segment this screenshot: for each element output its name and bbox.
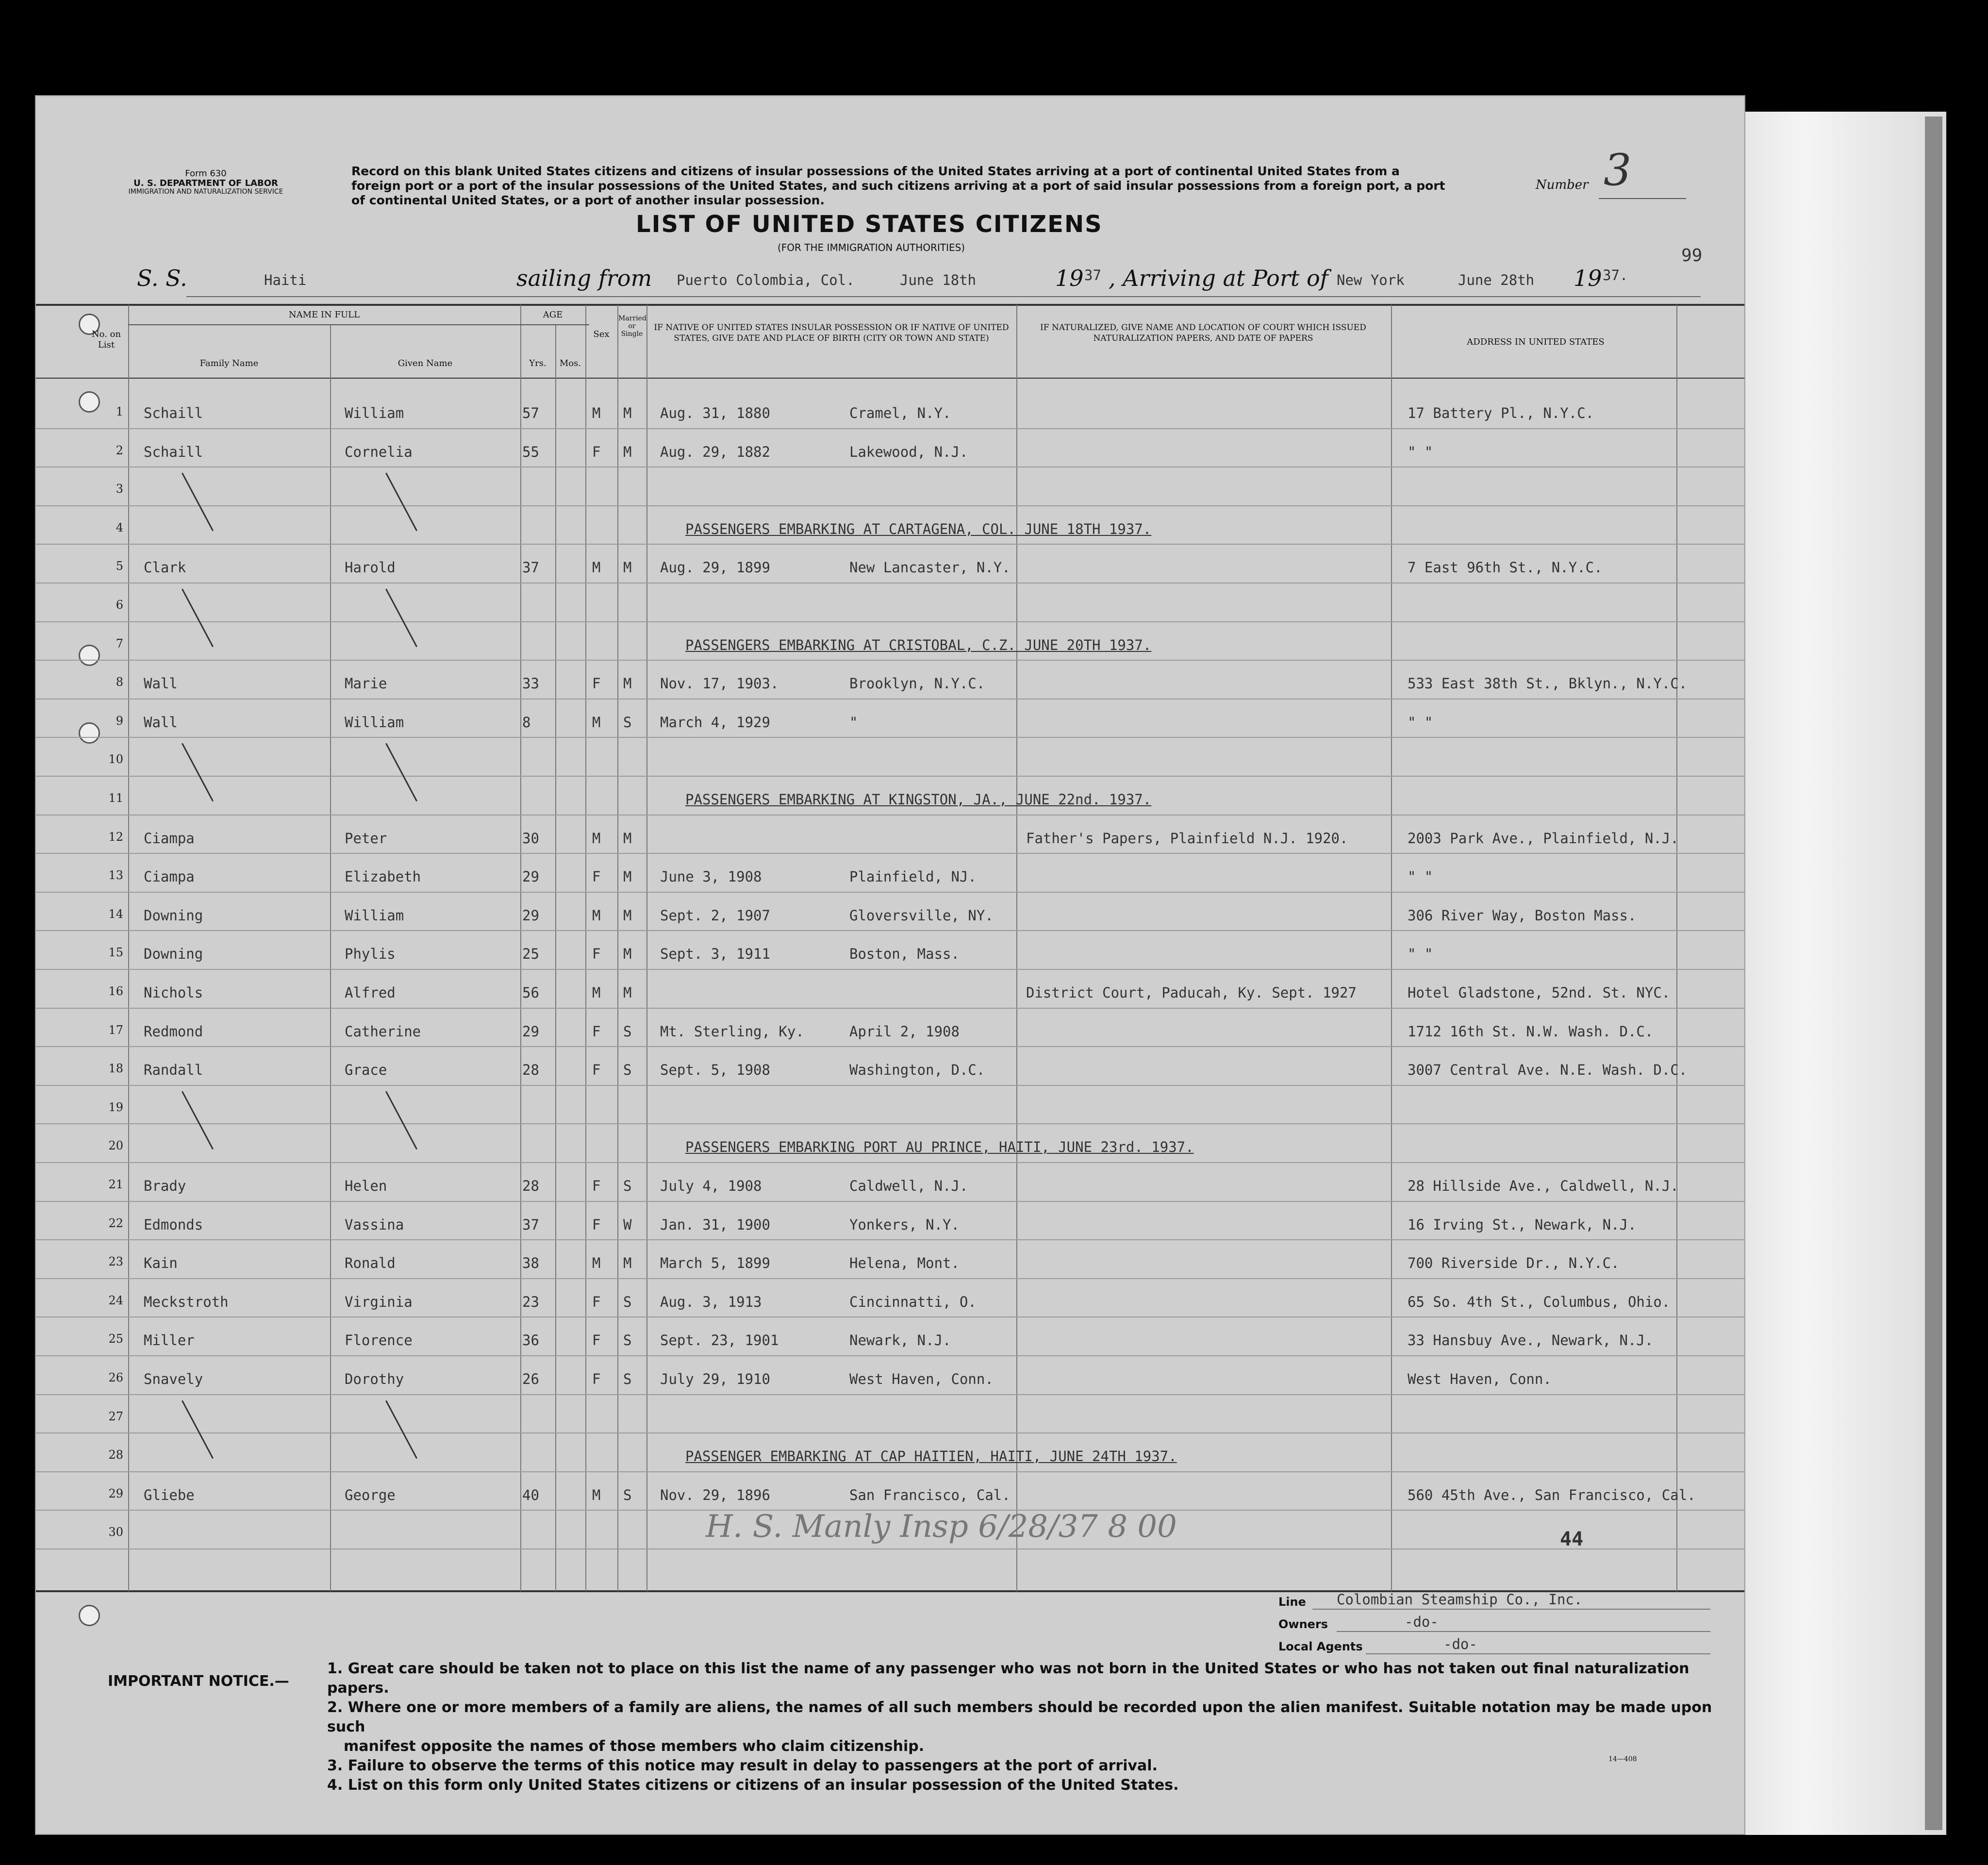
- cell-bdate: July 29, 1910: [660, 1371, 770, 1387]
- cell-family: Kain: [144, 1255, 178, 1272]
- row-rule: [36, 660, 1744, 661]
- cell-ms: M: [623, 868, 632, 885]
- department-name: U. S. DEPARTMENT OF LABOR: [133, 178, 278, 188]
- header-address: ADDRESS IN UNITED STATES: [1467, 337, 1605, 347]
- arrival-port: New York: [1337, 272, 1405, 288]
- header-yrs: Yrs.: [529, 358, 547, 368]
- cell-given: Alfred: [345, 984, 396, 1001]
- cell-ms: M: [623, 675, 632, 692]
- cell-ms: S: [623, 1293, 632, 1310]
- cell-bplace: San Francisco, Cal.: [849, 1486, 1011, 1503]
- cell-family: Snavely: [144, 1371, 203, 1387]
- cell-family: Wall: [144, 675, 178, 692]
- owners-value: -do-: [1405, 1614, 1439, 1630]
- page-stack-edge: [1742, 112, 1946, 1835]
- notice-item: 3. Failure to observe the terms of this notice may result in delay to passengers at the port of arrival.: [327, 1757, 1158, 1774]
- row-rule: [36, 1008, 1744, 1009]
- cell-bplace: New Lancaster, N.Y.: [849, 559, 1011, 576]
- cell-ms: M: [623, 946, 632, 963]
- cell-age: 38: [522, 1255, 539, 1272]
- cell-bdate: Nov. 17, 1903.: [660, 675, 779, 692]
- footer-rule: [1366, 1653, 1710, 1654]
- row-rule: [36, 428, 1744, 429]
- cell-age: 56: [522, 984, 539, 1001]
- cell-age: 23: [522, 1293, 539, 1310]
- cell-given: Catherine: [345, 1023, 421, 1040]
- header-no: No. on List: [91, 329, 121, 350]
- page-stack-shadow: [1925, 117, 1942, 1830]
- cell-addr: " ": [1408, 443, 1433, 460]
- embarkation-heading: PASSENGERS EMBARKING AT CARTAGENA, COL. JUNE 18TH 1937.: [685, 520, 1152, 537]
- arrival-date: June 28th: [1458, 272, 1535, 288]
- line-label: Line: [1278, 1595, 1306, 1609]
- intro-line: foreign port or a port of the insular possessions of the United States, and such citizens arriving at a port of said insular possessions from a foreign port, a port: [351, 179, 1445, 193]
- cell-age: 29: [522, 868, 539, 885]
- cell-sex: F: [592, 675, 601, 692]
- cell-ms: S: [623, 714, 632, 731]
- row-rule: [36, 1471, 1744, 1472]
- cell-bdate: Aug. 29, 1899: [660, 559, 770, 576]
- cell-given: Florence: [345, 1332, 413, 1349]
- departure-date: June 18th: [900, 272, 977, 288]
- line-value: Colombian Steamship Co., Inc.: [1337, 1591, 1583, 1608]
- cell-given: Grace: [345, 1062, 387, 1079]
- cell-n: 14: [108, 907, 123, 921]
- cell-bdate: Sept. 3, 1911: [660, 946, 770, 963]
- cell-sex: M: [592, 830, 601, 847]
- cell-bplace: Newark, N.J.: [849, 1332, 951, 1349]
- header-mos: Mos.: [559, 358, 581, 368]
- row-rule: [36, 1239, 1744, 1240]
- cell-age: 29: [522, 907, 539, 924]
- intro-line: Record on this blank United States citizens and citizens of insular possessions of the United States arriving at a port of continental United States from a: [351, 164, 1400, 178]
- cell-family: Edmonds: [144, 1216, 203, 1233]
- col-rule: [330, 324, 331, 1591]
- row-rule: [36, 1355, 1744, 1356]
- cell-age: 28: [522, 1062, 539, 1079]
- header-age: AGE: [543, 310, 563, 320]
- cell-bplace: West Haven, Conn.: [849, 1371, 994, 1387]
- cell-ms: S: [623, 1062, 632, 1079]
- cell-age: 25: [522, 946, 539, 963]
- cell-addr: West Haven, Conn.: [1408, 1371, 1552, 1387]
- cell-addr: 2003 Park Ave., Plainfield, N.J.: [1408, 830, 1679, 847]
- cancel-slash: [385, 1400, 417, 1459]
- cell-bplace: Caldwell, N.J.: [849, 1178, 968, 1194]
- number-underline: [1599, 198, 1686, 199]
- cell-sex: F: [592, 1293, 601, 1310]
- header-married-single: Married or Single: [618, 315, 646, 338]
- cell-age: 37: [522, 1216, 539, 1233]
- cell-age: 57: [522, 405, 539, 421]
- cell-bdate: Nov. 29, 1896: [660, 1486, 770, 1503]
- cell-bdate: Jan. 31, 1900: [660, 1216, 770, 1233]
- cell-sex: M: [592, 405, 601, 421]
- cell-bdate: March 4, 1929: [660, 714, 770, 731]
- notice-label: IMPORTANT NOTICE.—: [108, 1673, 289, 1690]
- arrival-year-prefix: 19: [1574, 265, 1602, 291]
- cell-addr: 16 Irving St., Newark, N.J.: [1408, 1216, 1637, 1233]
- cell-nat: Father's Papers, Plainfield N.J. 1920.: [1026, 830, 1348, 847]
- cell-given: Vassina: [345, 1216, 404, 1233]
- cell-age: 26: [522, 1371, 539, 1387]
- form-number: Form 630: [185, 168, 227, 179]
- voyage-underline: [186, 296, 1701, 297]
- cell-age: 29: [522, 1023, 539, 1040]
- embarkation-heading: PASSENGER EMBARKING AT CAP HAITIEN, HAITI, JUNE 24TH 1937.: [685, 1448, 1177, 1465]
- cell-sex: F: [592, 1178, 601, 1194]
- cell-ms: M: [623, 443, 632, 460]
- row-rule: [36, 1394, 1744, 1395]
- cell-sex: M: [592, 1255, 601, 1272]
- cell-n: 2: [116, 443, 123, 457]
- cancel-slash: [182, 473, 214, 532]
- arriving-label: , Arriving at Port of: [1109, 265, 1328, 291]
- page-subtitle: (FOR THE IMMIGRATION AUTHORITIES): [778, 242, 965, 253]
- cell-family: Downing: [144, 907, 203, 924]
- col-rule: [1391, 305, 1392, 1591]
- notice-item: 2. Where one or more members of a family are aliens, the names of all such members should be recorded upon the alien manifest. Suitable notation may be made upon such: [327, 1699, 1712, 1735]
- cell-addr: 17 Battery Pl., N.Y.C.: [1408, 405, 1594, 421]
- col-rule: [646, 305, 647, 1591]
- cell-bplace: Yonkers, N.Y.: [849, 1216, 960, 1233]
- cell-given: Helen: [345, 1178, 387, 1194]
- cancel-slash: [385, 473, 417, 532]
- cell-sex: F: [592, 1332, 601, 1349]
- cell-n: 11: [108, 791, 123, 805]
- service-name: IMMIGRATION AND NATURALIZATION SERVICE: [128, 187, 283, 196]
- notice-item: manifest opposite the names of those members who claim citizenship.: [344, 1738, 925, 1755]
- cell-family: Randall: [144, 1062, 203, 1079]
- cell-n: 8: [116, 675, 123, 689]
- row-rule: [36, 1316, 1744, 1317]
- cell-n: 13: [108, 868, 123, 883]
- cell-ms: M: [623, 1255, 632, 1272]
- agents-label: Local Agents: [1278, 1640, 1363, 1653]
- cell-family: Miller: [144, 1332, 195, 1349]
- row-rule: [36, 1046, 1744, 1047]
- cell-ms: S: [623, 1178, 632, 1194]
- cell-n: 3: [116, 482, 123, 496]
- cell-given: Harold: [345, 559, 396, 576]
- table-top-rule: [36, 304, 1744, 306]
- cell-n: 25: [108, 1332, 123, 1346]
- col-rule: [1016, 305, 1017, 1591]
- passenger-count: 44: [1560, 1528, 1584, 1550]
- row-rule: [36, 1201, 1744, 1202]
- row-rule: [36, 1085, 1744, 1086]
- cell-age: 8: [522, 714, 531, 731]
- cell-n: 5: [116, 559, 123, 573]
- row-rule: [36, 737, 1744, 738]
- cell-n: 7: [116, 636, 123, 650]
- number-value: 3: [1604, 145, 1632, 196]
- cell-n: 20: [108, 1139, 123, 1153]
- embarkation-heading: PASSENGERS EMBARKING AT CRISTOBAL, C.Z. JUNE 20TH 1937.: [685, 636, 1152, 653]
- cell-addr: 560 45th Ave., San Francisco, Cal.: [1408, 1486, 1696, 1503]
- header-name-full: NAME IN FULL: [288, 310, 360, 320]
- sailing-from-label: sailing from: [516, 265, 652, 291]
- print-code: 14—408: [1608, 1755, 1637, 1763]
- cell-n: 10: [108, 752, 123, 766]
- cell-n: 19: [108, 1100, 123, 1114]
- number-label: Number: [1536, 178, 1589, 192]
- cell-n: 18: [108, 1062, 123, 1076]
- cell-ms: S: [623, 1486, 632, 1503]
- cell-bdate: Mt. Sterling, Ky.: [660, 1023, 804, 1040]
- cancel-slash: [182, 589, 214, 648]
- cell-addr: 306 River Way, Boston Mass.: [1408, 907, 1637, 924]
- cell-n: 24: [108, 1293, 123, 1307]
- owners-label: Owners: [1278, 1617, 1328, 1631]
- cell-addr: 1712 16th St. N.W. Wash. D.C.: [1408, 1023, 1654, 1040]
- cell-family: Downing: [144, 946, 203, 963]
- cell-age: 36: [522, 1332, 539, 1349]
- row-rule: [36, 969, 1744, 970]
- row-rule: [36, 892, 1744, 893]
- col-rule: [585, 305, 586, 1591]
- cell-family: Wall: [144, 714, 178, 731]
- cell-family: Ciampa: [144, 868, 195, 885]
- row-rule: [36, 1123, 1744, 1124]
- header-sex: Sex: [593, 329, 610, 339]
- cell-addr: 28 Hillside Ave., Caldwell, N.J.: [1408, 1178, 1679, 1194]
- cell-bdate: Aug. 29, 1882: [660, 443, 770, 460]
- intro-text: [351, 164, 1502, 208]
- cell-bdate: Aug. 3, 1913: [660, 1293, 762, 1310]
- cell-given: Virginia: [345, 1293, 413, 1310]
- row-rule: [36, 853, 1744, 854]
- col-rule: [520, 305, 521, 1591]
- cell-ms: S: [623, 1332, 632, 1349]
- embarkation-heading: PASSENGERS EMBARKING PORT AU PRINCE, HAITI, JUNE 23rd. 1937.: [685, 1139, 1194, 1156]
- col-rule: [128, 305, 129, 1591]
- cell-bplace: Lakewood, N.J.: [849, 443, 968, 460]
- cell-n: 29: [108, 1486, 123, 1500]
- cell-bdate: July 4, 1908: [660, 1178, 762, 1194]
- cell-addr: 700 Riverside Dr., N.Y.C.: [1408, 1255, 1620, 1272]
- table-header-rule: [36, 378, 1744, 379]
- cell-given: William: [345, 405, 404, 421]
- cell-nat: District Court, Paducah, Ky. Sept. 1927: [1026, 984, 1357, 1001]
- binder-hole: [79, 1605, 100, 1626]
- cell-bplace: April 2, 1908: [849, 1023, 960, 1040]
- cell-n: 16: [108, 984, 123, 998]
- cell-bplace: Cramel, N.Y.: [849, 405, 951, 421]
- subheader-rule: [128, 324, 589, 325]
- cell-age: 30: [522, 830, 539, 847]
- ss-label: S. S.: [137, 265, 187, 291]
- cell-given: Elizabeth: [345, 868, 421, 885]
- cell-addr: 3007 Central Ave. N.E. Wash. D.C.: [1408, 1062, 1688, 1079]
- cell-addr: 7 East 96th St., N.Y.C.: [1408, 559, 1603, 576]
- cell-sex: M: [592, 714, 601, 731]
- cell-sex: M: [592, 1486, 601, 1503]
- cell-sex: F: [592, 1062, 601, 1079]
- cell-bdate: Sept. 5, 1908: [660, 1062, 770, 1079]
- cell-given: Ronald: [345, 1255, 396, 1272]
- cancel-slash: [182, 1091, 214, 1149]
- cell-sex: F: [592, 946, 601, 963]
- cell-ms: M: [623, 405, 632, 421]
- inspector-signature: H. S. Manly Insp 6/28/37 8 00: [706, 1509, 1177, 1545]
- form-id-block: [118, 169, 293, 196]
- cell-family: Schaill: [144, 405, 203, 421]
- cell-n: 30: [108, 1525, 123, 1539]
- cell-ms: M: [623, 907, 632, 924]
- notice-item: 4. List on this form only United States citizens or citizens of an insular possession of the United States.: [327, 1777, 1179, 1794]
- page-title: LIST OF UNITED STATES CITIZENS: [636, 211, 1103, 238]
- col-rule: [1676, 305, 1677, 1591]
- cell-family: Redmond: [144, 1023, 203, 1040]
- embarkation-heading: PASSENGERS EMBARKING AT KINGSTON, JA., JUNE 22nd. 1937.: [685, 791, 1152, 808]
- cell-given: Cornelia: [345, 443, 413, 460]
- notice-item: 1. Great care should be taken not to place on this list the name of any passenger who was not born in the United States or who has not taken out final naturalization papers.: [327, 1660, 1690, 1697]
- departure-year-prefix: 19: [1055, 265, 1084, 291]
- cell-addr: 65 So. 4th St., Columbus, Ohio.: [1408, 1293, 1671, 1310]
- cell-bdate: Sept. 23, 1901: [660, 1332, 779, 1349]
- cell-family: Schaill: [144, 443, 203, 460]
- row-rule: [36, 544, 1744, 545]
- cell-n: 23: [108, 1255, 123, 1269]
- cell-sex: M: [592, 559, 601, 576]
- cell-n: 1: [116, 405, 123, 418]
- cell-n: 4: [116, 520, 123, 534]
- row-rule: [36, 1162, 1744, 1163]
- agents-value: -do-: [1443, 1636, 1477, 1652]
- page-number: 99: [1681, 246, 1703, 266]
- cancel-slash: [182, 743, 214, 802]
- cell-bdate: Aug. 31, 1880: [660, 405, 770, 421]
- cell-bdate: March 5, 1899: [660, 1255, 770, 1272]
- header-birth: IF NATIVE OF UNITED STATES INSULAR POSSESSION OR IF NATIVE OF UNITED STATES, GIVE DATE AND PLACE OF BIRTH (CITY OR TOWN AND STATE): [654, 323, 1009, 343]
- cell-age: 37: [522, 559, 539, 576]
- cell-bdate: June 3, 1908: [660, 868, 762, 885]
- cell-sex: F: [592, 1023, 601, 1040]
- arrival-year: 37.: [1603, 267, 1628, 283]
- cell-family: Ciampa: [144, 830, 195, 847]
- cell-bplace: Boston, Mass.: [849, 946, 960, 963]
- cell-given: William: [345, 714, 404, 731]
- cancel-slash: [385, 589, 417, 648]
- cell-bdate: Sept. 2, 1907: [660, 907, 770, 924]
- cell-ms: M: [623, 559, 632, 576]
- cell-n: 21: [108, 1178, 123, 1191]
- cell-n: 6: [116, 598, 123, 612]
- footer-rule: [1312, 1609, 1710, 1610]
- header-naturalized: IF NATURALIZED, GIVE NAME AND LOCATION OF COURT WHICH ISSUED NATURALIZATION PAPERS, AND DATE OF PAPERS: [1040, 323, 1366, 343]
- cell-n: 15: [108, 946, 123, 960]
- cell-given: Phylis: [345, 946, 396, 963]
- row-rule: [36, 1432, 1744, 1433]
- ship-name: Haiti: [264, 272, 307, 288]
- cell-family: Gliebe: [144, 1486, 195, 1503]
- row-rule: [36, 815, 1744, 816]
- cell-family: Clark: [144, 559, 186, 576]
- cell-n: 28: [108, 1448, 123, 1462]
- cell-ms: S: [623, 1371, 632, 1387]
- header-given: Given Name: [398, 358, 453, 368]
- col-rule: [555, 324, 556, 1591]
- row-rule: [36, 621, 1744, 622]
- departure-port: Puerto Colombia, Col.: [677, 272, 855, 288]
- cell-given: Marie: [345, 675, 387, 692]
- cell-ms: M: [623, 984, 632, 1001]
- cell-age: 40: [522, 1486, 539, 1503]
- cell-addr: " ": [1408, 714, 1433, 731]
- cell-age: 55: [522, 443, 539, 460]
- cell-family: Meckstroth: [144, 1293, 229, 1310]
- row-rule: [36, 505, 1744, 506]
- cell-addr: Hotel Gladstone, 52nd. St. NYC.: [1408, 984, 1671, 1001]
- cell-family: Nichols: [144, 984, 203, 1001]
- cell-bplace: Cincinnatti, O.: [849, 1293, 977, 1310]
- cell-bplace: Helena, Mont.: [849, 1255, 960, 1272]
- col-rule: [617, 305, 618, 1591]
- cell-sex: M: [592, 984, 601, 1001]
- row-rule: [36, 1278, 1744, 1279]
- cell-family: Brady: [144, 1178, 186, 1194]
- cell-given: Peter: [345, 830, 387, 847]
- cancel-slash: [385, 1091, 417, 1149]
- cell-n: 9: [116, 714, 123, 728]
- cell-addr: 533 East 38th St., Bklyn., N.Y.C.: [1408, 675, 1688, 692]
- row-rule: [36, 930, 1744, 931]
- manifest-page: [35, 95, 1745, 1835]
- cell-bplace: Brooklyn, N.Y.C.: [849, 675, 985, 692]
- cell-sex: F: [592, 868, 601, 885]
- cell-age: 33: [522, 675, 539, 692]
- cell-ms: W: [623, 1216, 632, 1233]
- cell-addr: 33 Hansbuy Ave., Newark, N.J.: [1408, 1332, 1654, 1349]
- cell-n: 17: [108, 1023, 123, 1037]
- cell-n: 22: [108, 1216, 123, 1230]
- cell-ms: S: [623, 1023, 632, 1040]
- row-rule: [36, 466, 1744, 467]
- cell-n: 27: [108, 1409, 123, 1423]
- cancel-slash: [385, 743, 417, 802]
- row-rule: [36, 776, 1744, 777]
- cell-sex: M: [592, 907, 601, 924]
- intro-line: of continental United States, or a port of another insular possession.: [351, 193, 825, 207]
- cell-given: Dorothy: [345, 1371, 404, 1387]
- cell-sex: F: [592, 1216, 601, 1233]
- cancel-slash: [182, 1400, 214, 1459]
- cell-bplace: Gloversville, NY.: [849, 907, 994, 924]
- header-family: Family Name: [199, 358, 259, 368]
- cell-bplace: Washington, D.C.: [849, 1062, 985, 1079]
- cell-ms: M: [623, 830, 632, 847]
- footer-rule: [1337, 1631, 1710, 1632]
- cell-sex: F: [592, 443, 601, 460]
- cell-age: 28: [522, 1178, 539, 1194]
- cell-n: 12: [108, 830, 123, 844]
- cell-addr: " ": [1408, 868, 1433, 885]
- cell-given: George: [345, 1486, 396, 1503]
- cell-addr: " ": [1408, 946, 1433, 963]
- cell-given: William: [345, 907, 404, 924]
- departure-year: 37: [1084, 267, 1101, 283]
- cell-n: 26: [108, 1371, 123, 1384]
- cell-bplace: Plainfield, NJ.: [849, 868, 977, 885]
- cell-sex: F: [592, 1371, 601, 1387]
- notice-body: [327, 1659, 1715, 1795]
- cell-bplace: ": [849, 714, 858, 731]
